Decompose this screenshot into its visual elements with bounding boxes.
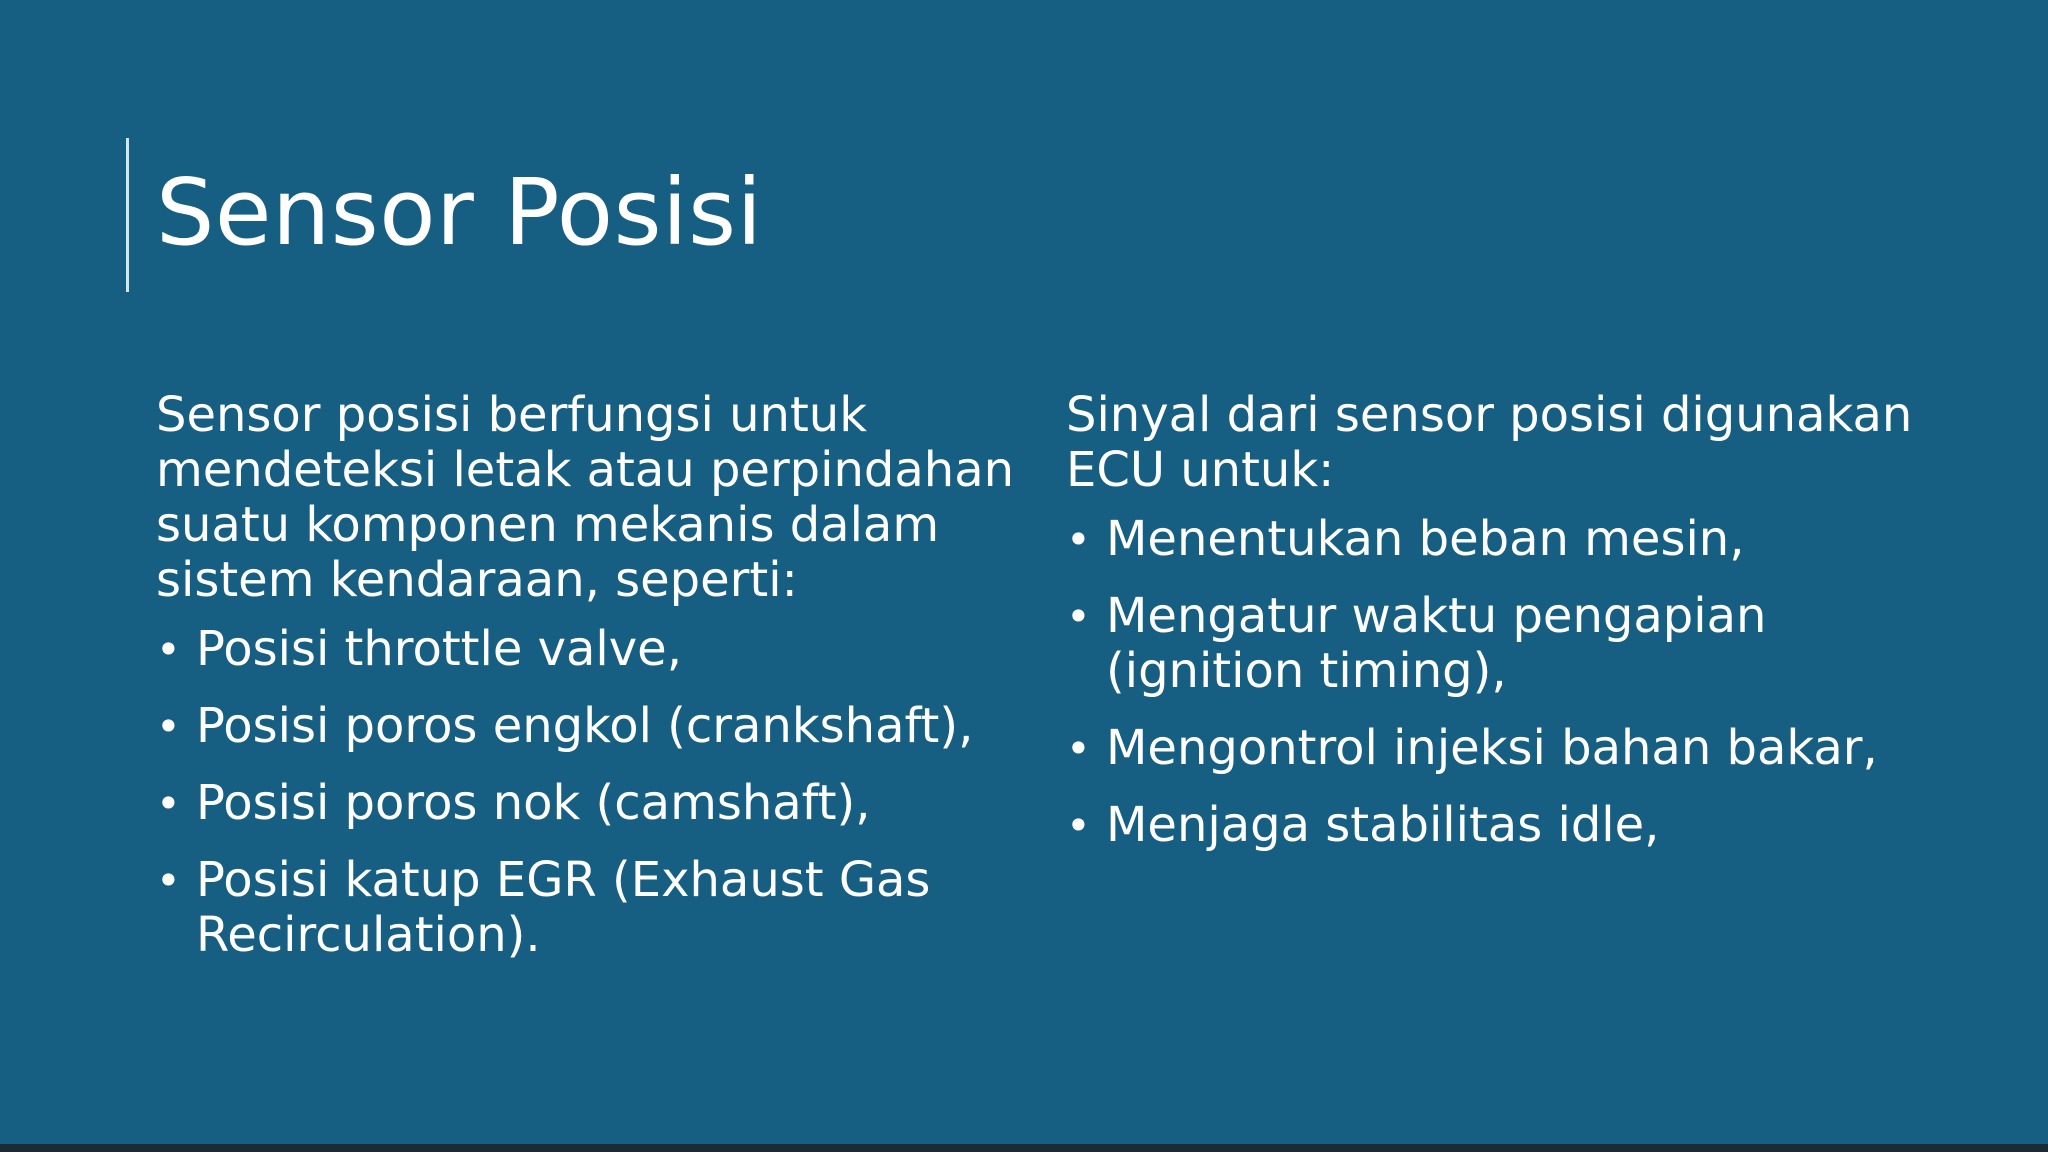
- bottom-edge-strip: [0, 1144, 2048, 1152]
- slide-title: Sensor Posisi: [156, 159, 763, 266]
- right-intro-text: Sinyal dari sensor posisi digunakan ECU untuk:: [1066, 387, 1913, 498]
- list-item: • Menjaga stabilitas idle,: [1066, 798, 1966, 853]
- list-item: • Posisi throttle valve,: [156, 622, 1026, 677]
- list-item: • Posisi poros nok (camshaft),: [156, 776, 1026, 831]
- list-item: • Posisi katup EGR (Exhaust Gas Recirculation).: [156, 853, 1026, 963]
- right-bullet-list: [1066, 512, 1966, 853]
- left-intro-text: Sensor posisi berfungsi untuk mendeteksi letak atau perpindahan suatu komponen mekanis dalam sistem kendaraan, seperti:: [156, 387, 1015, 608]
- right-column: [1066, 388, 1966, 875]
- list-item: • Mengatur waktu pengapian (ignition timing),: [1066, 589, 1966, 699]
- list-item: • Posisi poros engkol (crankshaft),: [156, 699, 1026, 754]
- left-column: [156, 388, 1026, 985]
- title-accent-line: [126, 138, 129, 292]
- list-item: • Mengontrol injeksi bahan bakar,: [1066, 721, 1966, 776]
- list-item: • Menentukan beban mesin,: [1066, 512, 1966, 567]
- left-bullet-list: [156, 622, 1026, 963]
